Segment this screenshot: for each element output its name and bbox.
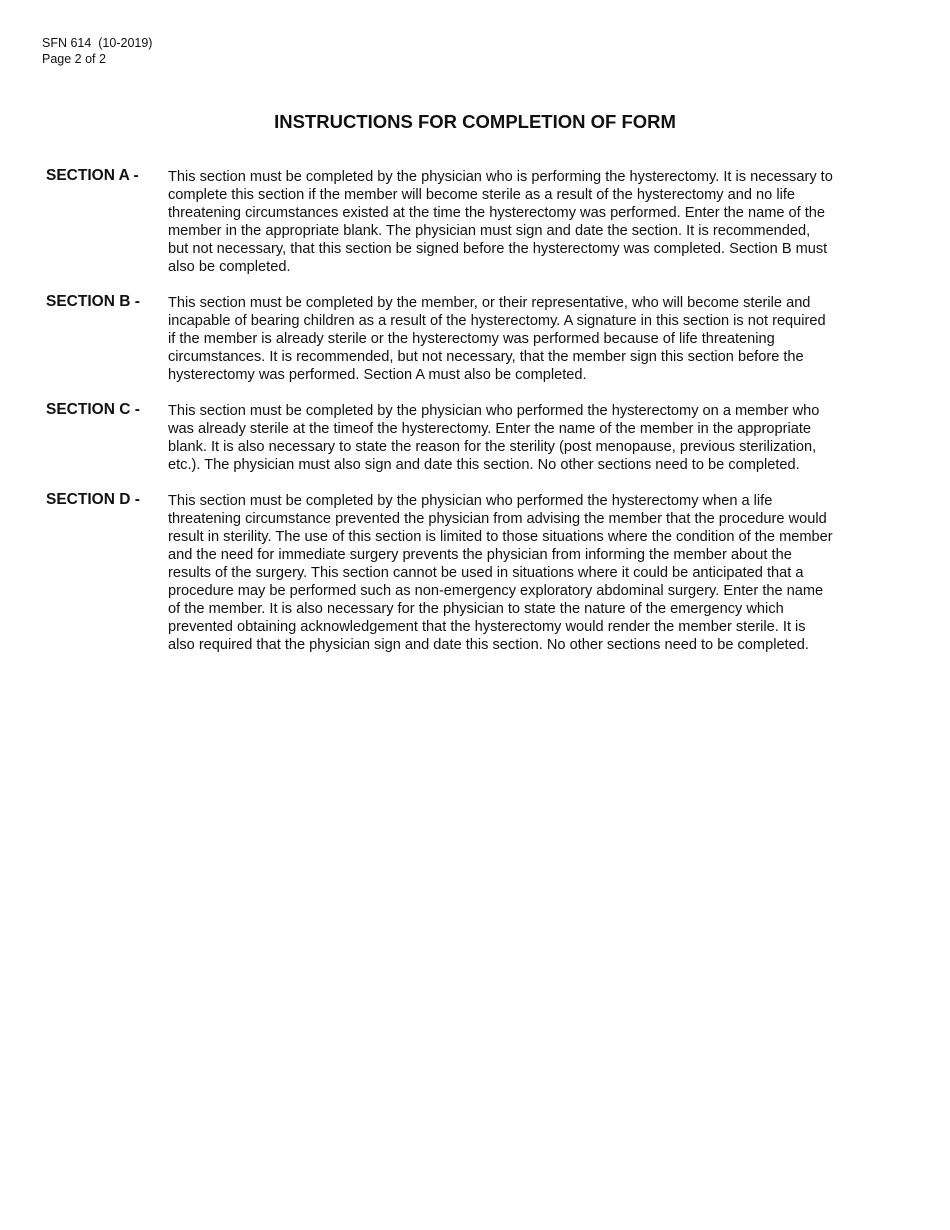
text-line: This section must be completed by the member, or their representative, who will become sterile and	[168, 295, 811, 311]
text-line: This section must be completed by the physician who performed the hysterectomy when a life	[168, 493, 773, 509]
text-line: results of the surgery. This section cannot be used in situations where it could be anticipated that a	[168, 565, 804, 581]
text-line: was already sterile at the timeof the hysterectomy. Enter the name of the member in the appropriate	[168, 421, 811, 437]
page-title: INSTRUCTIONS FOR COMPLETION OF FORM	[274, 111, 676, 132]
section-b	[46, 293, 891, 384]
text-line: result in sterility. The use of this section is limited to those situations where the condition of the member	[168, 529, 833, 545]
form-identifier	[42, 35, 152, 67]
section-a	[46, 167, 891, 276]
section-text	[168, 293, 891, 384]
text-line: This section must be completed by the physician who performed the hysterectomy on a member who	[168, 403, 820, 419]
section-label: SECTION A -	[46, 167, 139, 184]
text-line: hysterectomy was performed. Section A must also be completed.	[168, 367, 587, 383]
text-line: also required that the physician sign and date this section. No other sections need to be completed.	[168, 637, 809, 653]
text-line: of the member. It is also necessary for the physician to state the nature of the emergency which	[168, 601, 784, 617]
text-line: etc.). The physician must also sign and date this section. No other sections need to be completed.	[168, 457, 800, 473]
text-line: complete this section if the member will become sterile as a result of the hysterectomy and no life	[168, 187, 796, 203]
section-text	[168, 401, 891, 474]
page-indicator: Page 2 of 2	[42, 52, 106, 66]
text-line: but not necessary, that this section be signed before the hysterectomy was completed. Section B must	[168, 241, 828, 257]
section-label: SECTION C -	[46, 401, 140, 418]
text-line: incapable of bearing children as a result of the hysterectomy. A signature in this section is not required	[168, 313, 826, 329]
text-line: prevented obtaining acknowledgement that the hysterectomy would render the member sterile. It is	[168, 619, 806, 635]
text-line: if the member is already sterile or the hysterectomy was performed because of life threatening	[168, 331, 775, 347]
text-line: threatening circumstance prevented the physician from advising the member that the procedure would	[168, 511, 827, 527]
instruction-sections	[46, 167, 891, 671]
text-line: and the need for immediate surgery prevents the physician from informing the member about the	[168, 547, 792, 563]
text-line: circumstances. It is recommended, but not necessary, that the member sign this section before the	[168, 349, 804, 365]
form-number: SFN 614 (10-2019)	[42, 36, 153, 50]
section-label: SECTION B -	[46, 293, 140, 310]
text-line: member in the appropriate blank. The physician must sign and date the section. It is recommended,	[168, 223, 811, 239]
text-line: also be completed.	[168, 259, 291, 275]
section-d	[46, 491, 891, 654]
text-line: procedure may be performed such as non-emergency exploratory abdominal surgery. Enter the name	[168, 583, 824, 599]
text-line: threatening circumstances existed at the time the hysterectomy was performed. Enter the name of the	[168, 205, 826, 221]
text-line: blank. It is also necessary to state the reason for the sterility (post menopause, previous sterilization,	[168, 439, 817, 455]
section-c	[46, 401, 891, 474]
section-label: SECTION D -	[46, 491, 140, 508]
section-text	[168, 491, 891, 654]
section-text	[168, 167, 891, 276]
text-line: This section must be completed by the physician who is performing the hysterectomy. It is necessary to	[168, 169, 833, 185]
